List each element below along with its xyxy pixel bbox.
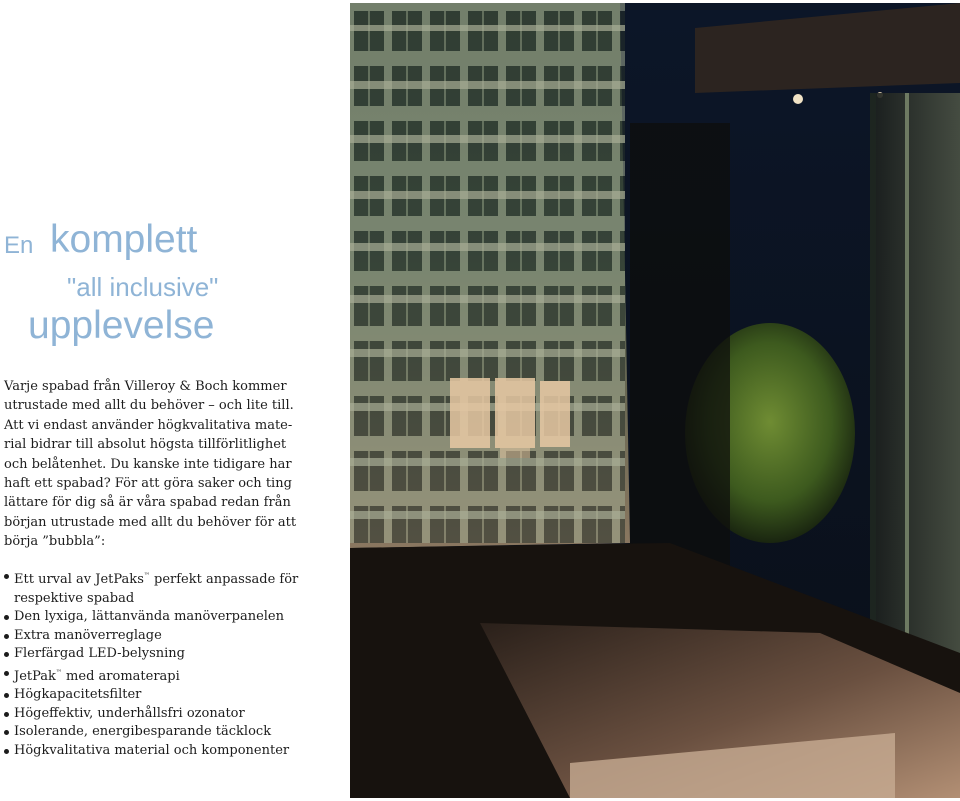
night-building-photo (350, 3, 960, 798)
text-column (0, 0, 350, 801)
intro-line: utrustade med allt du behöver – och lite till. (4, 398, 294, 414)
trademark-sign: ™ (55, 668, 62, 676)
feature-text: med aromaterapi (61, 668, 180, 684)
intro-line: början utrustade med allt du behöver för att (4, 514, 297, 530)
headline (0, 0, 350, 360)
feature-item (4, 686, 344, 705)
feature-text: Den lyxiga, lättanvända manöverpanelen (14, 609, 284, 624)
feature-text: JetPak (14, 668, 56, 684)
intro-line: rial bidrar till absolut högsta tillförlitlighet (4, 437, 287, 453)
feature-text: Ett urval av JetPaks (14, 572, 144, 587)
headline-en: En (4, 232, 34, 259)
feature-item (4, 567, 344, 608)
feature-text: Extra manöverreglage (14, 627, 162, 643)
intro-line: Att vi endast använder högkvalitativa mate- (4, 417, 293, 433)
feature-text: Högeffektiv, underhållsfri ozonator (14, 705, 245, 721)
feature-item (4, 705, 344, 724)
feature-item (4, 608, 344, 627)
feature-list (4, 567, 344, 760)
headline-komplett: komplett (50, 218, 198, 261)
feature-text: Högkapacitetsfilter (14, 687, 142, 702)
feature-text: Flerfärgad LED-belysning (14, 646, 185, 661)
feature-text: Högkvalitativa material och komponenter (14, 742, 290, 758)
feature-item (4, 742, 344, 761)
feature-item (4, 627, 344, 646)
photo-illustration (350, 3, 960, 798)
feature-text-continued: respektive spabad (14, 590, 135, 606)
feature-item (4, 723, 344, 742)
headline-all-inclusive: "all inclusive" (67, 272, 219, 302)
feature-text: Isolerande, energibesparande täcklock (14, 724, 272, 739)
headline-upplevelse: upplevelse (28, 304, 215, 347)
intro-line: lättare för dig så är våra spabad redan från (4, 495, 291, 511)
trademark-sign: ™ (143, 572, 150, 579)
intro-line: börja ”bubbla”: (4, 534, 106, 550)
intro-paragraph (4, 377, 304, 552)
intro-line: Varje spabad från Villeroy & Boch kommer (4, 379, 287, 394)
intro-line: haft ett spabad? För att göra saker och ting (4, 476, 292, 492)
feature-item (4, 645, 344, 664)
intro-line: och belåtenhet. Du kanske inte tidigare har (4, 456, 292, 472)
feature-item (4, 664, 344, 687)
feature-text: perfekt anpassade för (149, 572, 299, 587)
